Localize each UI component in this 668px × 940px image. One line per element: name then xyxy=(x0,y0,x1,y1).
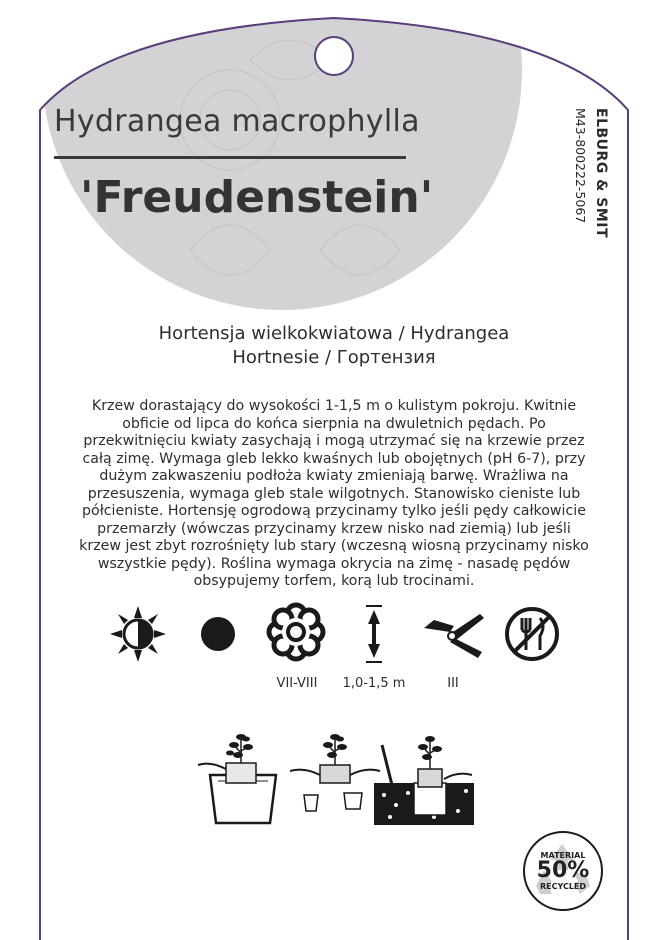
description-line: półcieniste. Hortensję ogrodową przycinamy tylko jeśli pędy całkowicie xyxy=(82,503,586,519)
half-shade-sun-icon xyxy=(108,604,168,664)
height-label: 1,0-1,5 m xyxy=(342,676,406,691)
description-line: krzew jest zbyt rozrośnięty lub stary (wczesną wiosną przycinamy nisko xyxy=(79,538,589,554)
description-line: wszystkie pędy). Roślina wymaga okrycia na zimę - nasadę pędów xyxy=(97,555,571,572)
badge-percent: 50% xyxy=(536,858,590,883)
common-names xyxy=(100,322,568,370)
brand-block xyxy=(573,108,613,268)
planting-step-remove-pot-icon xyxy=(290,725,385,825)
product-code: M43-800222-5067 xyxy=(573,108,588,224)
common-name-line: Hortensja wielkokwiatowa / Hydrangea xyxy=(158,323,510,344)
description-line: Krzew dorastający do wysokości 1-1,5 m o kulistym pokroju. Kwitnie xyxy=(91,398,577,414)
description-line: przesuszenia, wymaga gleb stale wilgotnych. Stanowisko cieniste lub xyxy=(87,485,581,502)
flower-icon xyxy=(266,602,326,662)
description-line: dużym zakwaszeniu podłoża kwiaty zmieniają barwę. Wrażliwa na xyxy=(99,468,569,484)
description xyxy=(70,398,598,591)
header-disc xyxy=(42,0,522,310)
planting-step-plant-icon xyxy=(374,725,474,825)
description-line: przemarzły (wówczas przycinamy krzew nisko nad ziemią) lub jeśli xyxy=(97,520,571,537)
flowering-period-label: VII-VIII xyxy=(276,676,318,691)
badge-bottom-label: RECYCLED xyxy=(539,882,587,891)
shade-icon xyxy=(188,604,248,664)
brand-name: ELBURG & SMIT xyxy=(593,108,609,239)
description-line: obsypujemy torfem, korą lub trocinami. xyxy=(193,573,475,589)
pruning-month-label: III xyxy=(447,676,459,691)
not-edible-icon xyxy=(502,604,562,664)
height-arrow-icon xyxy=(344,604,404,664)
hang-hole xyxy=(315,37,353,75)
cultivar-name: 'Freudenstein' xyxy=(80,172,434,223)
description-line: obficie od lipca do końca sierpnia na dwuletnich pędach. Po xyxy=(122,415,546,432)
description-line: całą zimę. Wymaga gleb lekko kwaśnych lub obojętnych (pH 6-7), przy xyxy=(82,450,586,467)
planting-step-water-icon xyxy=(196,725,291,825)
badge-top-label: MATERIAL xyxy=(540,851,586,860)
pruning-shears-icon xyxy=(420,606,486,662)
title-rule xyxy=(54,156,406,159)
common-name-line: Hortnesie / Гортензия xyxy=(232,347,436,368)
description-line: przekwitnięciu kwiaty zasychają i mogą utrzymać się na krzewie przez xyxy=(83,433,585,449)
latin-name: Hydrangea macrophylla xyxy=(54,104,420,139)
